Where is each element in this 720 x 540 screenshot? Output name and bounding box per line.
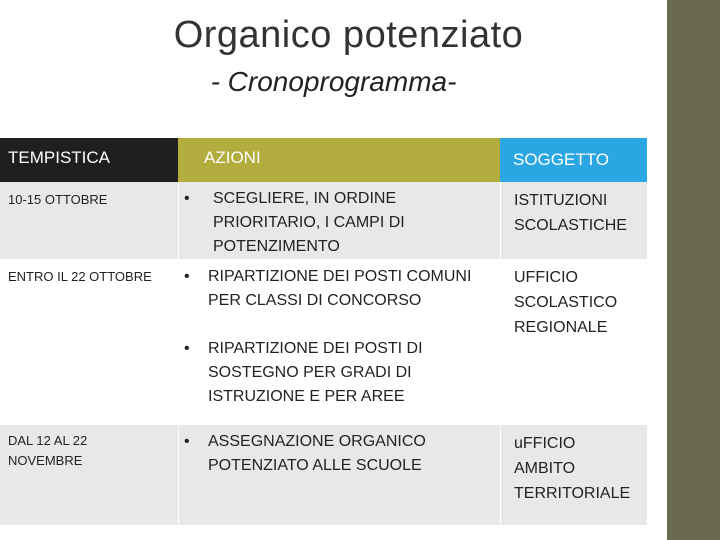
column-divider xyxy=(500,182,501,525)
action-text: ASSEGNAZIONE ORGANICO POTENZIATO ALLE SCUOLE xyxy=(208,433,426,474)
row1-azioni xyxy=(178,182,500,259)
action-text: RIPARTIZIONE DEI POSTI COMUNI PER CLASSI DI CONCORSO xyxy=(208,268,472,309)
action-text: SCEGLIERE, IN ORDINE PRIORITARIO, I CAMPI DI POTENZIMENTO xyxy=(213,190,405,255)
schedule-table xyxy=(0,138,647,525)
slide-subtitle: - Cronoprogramma- xyxy=(210,66,457,97)
slide-title: Organico potenziato xyxy=(173,14,524,56)
row1-tempistica: 10-15 OTTOBRE xyxy=(0,182,178,259)
header-tempistica: TEMPISTICA xyxy=(0,138,178,182)
row2-soggetto: UFFICIO SCOLASTICO REGIONALE xyxy=(500,259,647,425)
row2-tempistica: ENTRO IL 22 OTTOBRE xyxy=(0,259,178,425)
row3-azioni xyxy=(178,425,500,525)
row2-azioni xyxy=(178,259,500,425)
column-divider xyxy=(178,182,179,525)
row3-soggetto-text: uFFICIO AMBITO TERRITORIALE xyxy=(514,435,631,502)
bullet-icon: • xyxy=(184,340,190,357)
decorative-side-strip xyxy=(667,0,720,540)
row1-soggetto: ISTITUZIONI SCOLASTICHE xyxy=(500,182,647,259)
row3-tempistica xyxy=(0,425,178,525)
row3-soggetto xyxy=(500,425,647,525)
header-soggetto: SOGGETTO xyxy=(500,138,647,182)
action-text: RIPARTIZIONE DEI POSTI DI SOSTEGNO PER GRADI DI ISTRUZIONE E PER AREE xyxy=(208,340,423,405)
bullet-icon: • xyxy=(184,433,190,450)
row3-tempistica-text: DAL 12 AL 22 NOVEMBRE xyxy=(8,433,88,468)
bullet-icon: • xyxy=(184,268,190,285)
bullet-icon: • xyxy=(184,190,190,207)
header-azioni: AZIONI xyxy=(178,138,500,182)
